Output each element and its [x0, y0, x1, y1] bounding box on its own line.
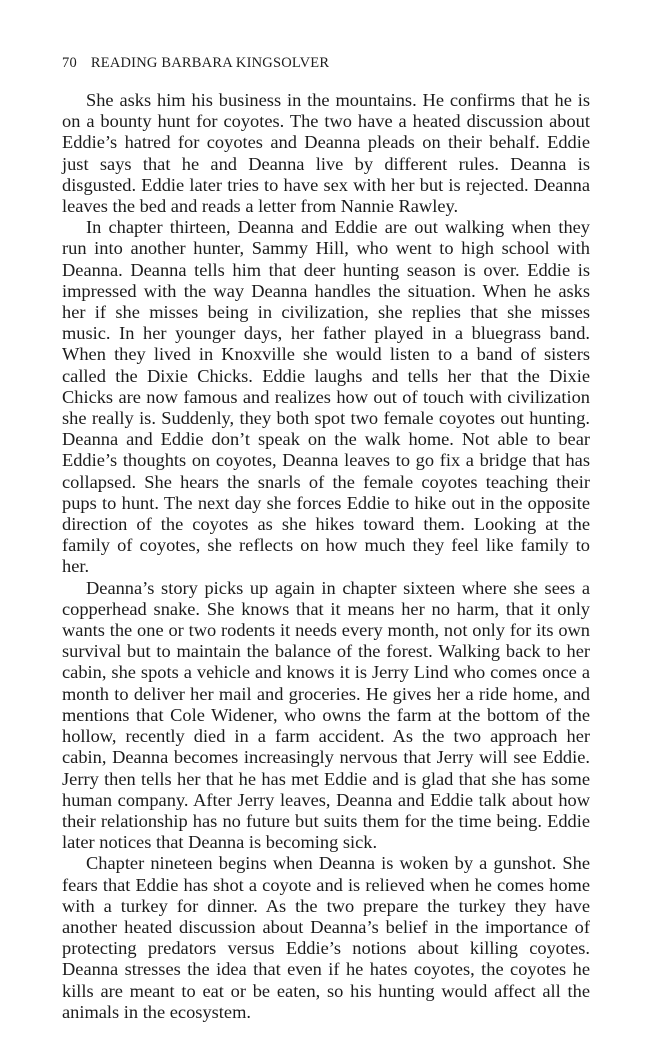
running-title: READING BARBARA KINGSOLVER: [90, 55, 330, 71]
paragraph-1: She asks him his business in the mountains. He confirms that he is on a bounty hunt for coyotes. The two have a heated discussion about Eddie’s hatred for coyotes and Deanna pleads on their behalf. Eddie just says that he and Deanna live by different rules. Deanna is disgusted. Eddie later tries to have sex with her but is rejected. Deanna leaves the bed and reads a letter from Nannie Rawley.: [62, 90, 590, 217]
running-header: [62, 52, 590, 74]
paragraph-3: Deanna’s story picks up again in chapter sixteen where she sees a copperhead snake. She knows that it means her no harm, that it only wants the one or two rodents it needs every month, not only for its own survival but to maintain the balance of the forest. Walking back to her cabin, she spots a vehicle and knows it is Jerry Lind who comes once a month to deliver her mail and groceries. He gives her a ride home, and mentions that Cole Widener, who owns the farm at the bottom of the hollow, recently died in a farm accident. As the two approach her cabin, Deanna becomes increasingly nervous that Jerry will see Eddie. Jerry then tells her that he has met Eddie and is glad that she has some human company. After Jerry leaves, Deanna and Eddie talk about how their relationship has no future but suits them for the time being. Eddie later notices that Deanna is becoming sick.: [62, 577, 590, 853]
page-number: 70: [62, 55, 77, 71]
body-text: [62, 90, 590, 1023]
paragraph-2: In chapter thirteen, Deanna and Eddie are out walking when they run into another hunter, Sammy Hill, who went to high school with Deanna. Deanna tells him that deer hunting season is over. Eddie is impressed with the way Deanna handles the situation. When he asks her if she misses being in civilization, she replies that she misses music. In her younger days, her father played in a bluegrass band. When they lived in Knoxville she would listen to a band of sisters called the Dixie Chicks. Eddie laughs and tells her that the Dixie Chicks are now famous and realizes how out of touch with civilization she really is. Suddenly, they both spot two female coyotes out hunting. Deanna and Eddie don’t speak on the walk home. Not able to bear Eddie’s thoughts on coyotes, Deanna leaves to go fix a bridge that has collapsed. She hears the snarls of the female coyotes teaching their pups to hunt. The next day she forces Eddie to hike out in the opposite direction of the coyotes as she hikes toward them. Looking at the family of coyotes, she reflects on how much they feel like family to her.: [62, 217, 590, 577]
book-page: [62, 52, 590, 1023]
paragraph-4: Chapter nineteen begins when Deanna is woken by a gunshot. She fears that Eddie has shot a coyote and is relieved when he comes home with a turkey for dinner. As the two prepare the turkey they have another heated discussion about Deanna’s belief in the importance of protecting predators versus Eddie’s notions about killing coyotes. Deanna stresses the idea that even if he hates coyotes, the coyotes he kills are meant to eat or be eaten, so his hunting would affect all the animals in the ecosystem.: [62, 853, 590, 1022]
